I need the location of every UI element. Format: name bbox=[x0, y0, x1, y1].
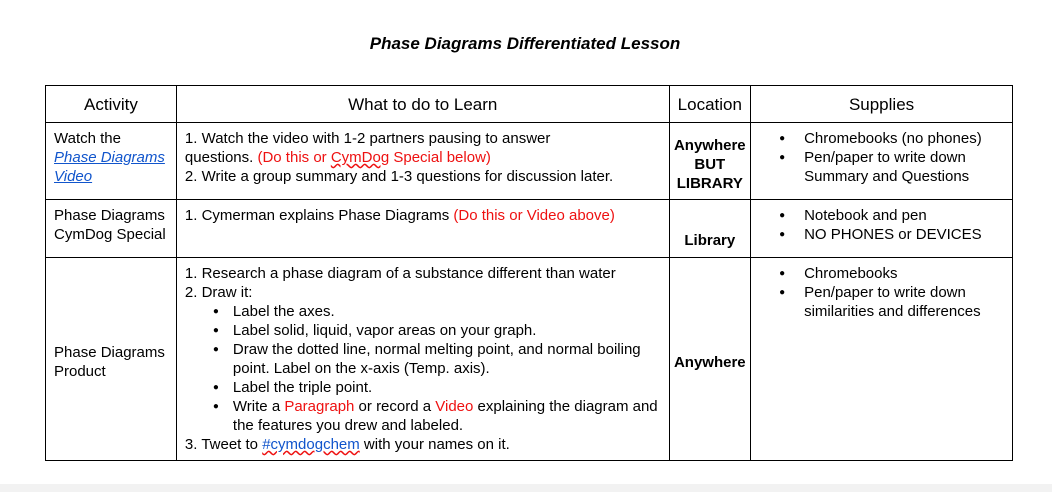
tweet-text: 3. Tweet to bbox=[184, 436, 263, 453]
draw-step bbox=[185, 397, 661, 435]
red-note: (Do this or Video above) bbox=[453, 207, 615, 224]
supply-item: ● Pen/paper to write down similarities and differences bbox=[759, 283, 1004, 321]
write-text: explaining the diagram and the features you drew and labeled. bbox=[232, 398, 658, 434]
tweet-text: with your names on it. bbox=[359, 436, 510, 453]
activity-text: Product bbox=[54, 363, 106, 380]
page-title: Phase Diagrams Differentiated Lesson bbox=[369, 34, 681, 53]
supplies-cell bbox=[751, 123, 1013, 200]
video-word: Video bbox=[435, 398, 474, 415]
what-line: 1. Cymerman explains Phase Diagrams bbox=[184, 207, 454, 224]
what-line: 1. Research a phase diagram of a substance different than water bbox=[184, 265, 616, 282]
table-row bbox=[46, 258, 1013, 461]
supply-item: ● NO PHONES or DEVICES bbox=[759, 225, 1004, 244]
draw-step: ● Label the axes. bbox=[185, 302, 661, 321]
activity-cell bbox=[46, 200, 177, 258]
write-text: or record a bbox=[354, 398, 436, 415]
table-row bbox=[46, 200, 1013, 258]
hashtag-link[interactable]: #cymdogchem bbox=[262, 436, 360, 453]
location-line: LIBRARY bbox=[676, 174, 743, 192]
supply-item: ● Chromebooks (no phones) bbox=[759, 129, 1004, 148]
header-location: Location bbox=[669, 86, 751, 123]
what-line: 1. Watch the video with 1-2 partners pausing to answer bbox=[184, 130, 551, 147]
activity-cell bbox=[46, 123, 177, 200]
paragraph-word: Paragraph bbox=[284, 398, 355, 415]
red-note bbox=[257, 149, 490, 166]
header-activity: Activity bbox=[46, 86, 177, 123]
activity-text: Phase Diagrams bbox=[54, 207, 165, 224]
red-note-a: (Do this or bbox=[257, 149, 331, 166]
activity-text: CymDog Special bbox=[54, 226, 166, 243]
bottom-bar bbox=[0, 484, 1052, 492]
location-line: BUT bbox=[694, 155, 726, 173]
draw-step: ● Label solid, liquid, vapor areas on your graph. bbox=[185, 321, 661, 340]
location-cell: Anywhere bbox=[669, 258, 751, 461]
header-row bbox=[46, 86, 1013, 123]
write-text: Write a bbox=[232, 398, 285, 415]
red-note-c: Special below) bbox=[389, 149, 491, 166]
what-line: 2. Draw it: bbox=[184, 284, 253, 301]
draw-step: ● Draw the dotted line, normal melting point, and normal boiling point. Label on the x-axis (Temp. axis). bbox=[185, 340, 661, 378]
table-row bbox=[46, 123, 1013, 200]
location-cell bbox=[669, 123, 751, 200]
supplies-cell bbox=[751, 200, 1013, 258]
what-line: 2. Write a group summary and 1-3 questions for discussion later. bbox=[184, 168, 614, 185]
supply-item: ● Chromebooks bbox=[759, 264, 1004, 283]
supply-item: ● Pen/paper to write down Summary and Questions bbox=[759, 148, 1004, 186]
header-supplies: Supplies bbox=[751, 86, 1013, 123]
what-cell bbox=[176, 258, 669, 461]
draw-steps bbox=[185, 302, 661, 435]
what-line bbox=[185, 435, 661, 454]
supplies-cell bbox=[751, 258, 1013, 461]
draw-step: ● Label the triple point. bbox=[185, 378, 661, 397]
location-cell: Library bbox=[669, 200, 751, 258]
supply-item: ● Notebook and pen bbox=[759, 206, 1004, 225]
phase-diagrams-video-link[interactable]: Phase Diagrams Video bbox=[54, 149, 165, 185]
header-what: What to do to Learn bbox=[176, 86, 669, 123]
what-line: questions. bbox=[184, 149, 258, 166]
activity-cell bbox=[46, 258, 177, 461]
location-line: Anywhere bbox=[673, 136, 746, 154]
activity-text: Phase Diagrams bbox=[54, 344, 165, 361]
what-cell bbox=[176, 123, 669, 200]
lesson-table bbox=[45, 85, 1013, 461]
what-cell bbox=[176, 200, 669, 258]
red-note-b: CymDog bbox=[330, 149, 390, 166]
activity-text: Watch the bbox=[54, 130, 121, 147]
